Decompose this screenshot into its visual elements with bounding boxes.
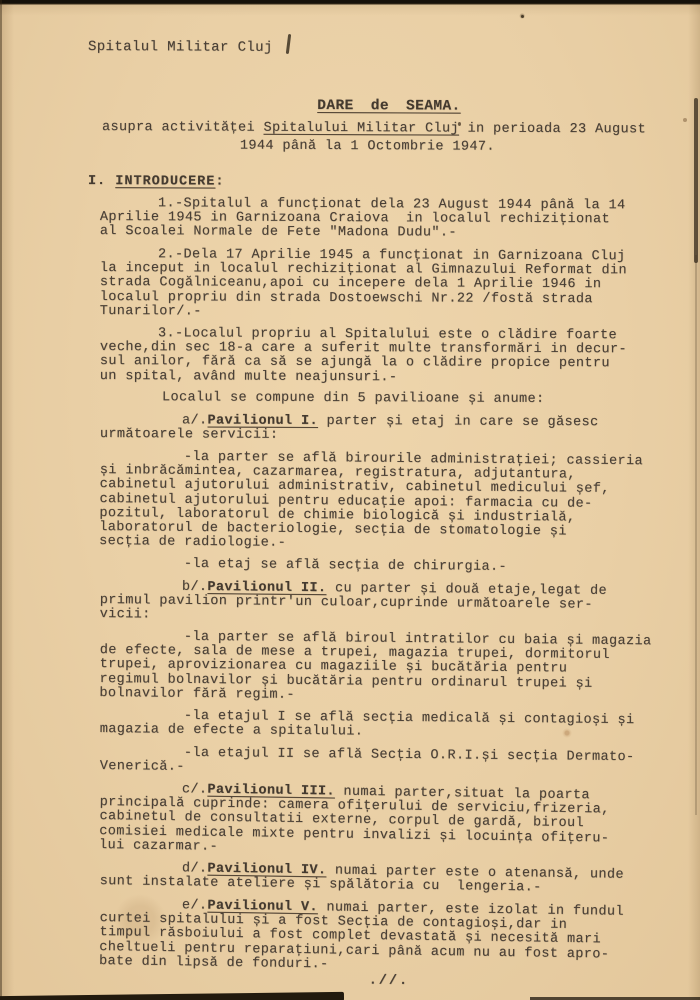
scan-edge-right-faint (695, 255, 697, 815)
section-title: INTRODUCERE (115, 173, 216, 190)
subtitle-text: asupra activităței (101, 120, 264, 137)
paragraph-pavilion-2-ground-floor: -la parter se află biroul intratilor cu baia și magazia de efecte, sala de mese a trupei, magazia trupei, dormitorul trupei, aprovizionarea cu magaziile și bucătăria pentru regimul bolnavilor și bucătăria pentru ordinarul trupei și bolnavilor fără regim.- (99, 630, 652, 703)
scan-edge-top (0, 0, 700, 5)
scan-edge-bottom (0, 992, 344, 1000)
paragraph-pavilion-1: a/.Pavilionul I. parter și etaj in care se găsesc următoarele servicii: (99, 413, 599, 443)
paragraph-3: 3.-Localul propriu al Spitalului este o clădire foarte veche,din sec 18-a care a suferit multe transformări in decur- sul anilor, fără ca să se ajungă la o clădire propice pentru un spital, având multe neajunsuri.- (99, 325, 628, 385)
subtitle-period: in perioada 23 August (458, 121, 647, 138)
section-heading-introducere (88, 175, 678, 192)
paragraph-pavilion-5: e/.Pavilionul V. numai parter, este izolat in fundul curtei spitalului și a fost Secția de contagioși,dar in timpul răsboiului a fost complet devastată și necesită mari cheltueli pentru reparațiuni,cari până acum nu au fost apro- bate din lipsă de fonduri.- (98, 897, 625, 972)
paragraph-pavilion-1-ground-floor: -la parter se află birourile administrației; cassieria și inbrăcămintea, cazarmarea, registratura, adjutantura, cabinetul ajutorului administrativ, cabinetul medicului șef, cabinetul ajutorului pentru educație apoi: farmacia cu de- pozitul, laboratorul de chimie biologică și industrială, laboratorul de bacteriologie, secția de stomatologie și secția de radiologie.- (99, 449, 644, 552)
ink-speck (521, 15, 524, 18)
subtitle-hospital-name: Spitalului Militar Cluj (263, 121, 460, 137)
document-content (87, 39, 678, 989)
section-colon: : (215, 174, 225, 190)
organization-name: Spitalul Militar Cluj (87, 39, 273, 56)
paragraph-pavilion-4: d/.Pavilionul IV. numai parter este o atenansă, unde sunt instalate ateliere și spălătoria cu lengeria.- (99, 861, 625, 896)
paper-stain (683, 118, 687, 122)
document-title (100, 98, 678, 115)
scan-edge-right (694, 98, 698, 263)
paragraph-pavilions-intro: Localul se compune din 5 pavilioane și anume: (161, 390, 545, 408)
paragraph-pavilion-1-upper-floor: -la etaj se află secția de chirurgia.- (183, 557, 508, 576)
paragraph-pavilion-2: b/.Pavilionul II. cu parter și două etaje,legat de primul pavilion printr'un culoar,cuprinde următoarele ser- vicii: (99, 579, 608, 623)
paragraph-pavilion-3: c/.Pavilionul III. numai parter,situat la poarta principală cuprinde: camera ofițerului de serviciu,frizeria, cabinetul de consultatii externe, corpul de gardă, biroul comisiei medicale mixte pentru invalizi și locuința ofițeru- lui cazarmar.- (98, 782, 610, 855)
paragraph-1: 1.-Spitalul a funcționat dela 23 August 1944 până la 14 Aprilie 1945 in Garnizoana Craiova in localul rechiziționat al Scoalei Normale de Fete "Madona Dudu".- (99, 196, 626, 241)
paragraph-pavilion-2-floor-2: -la etajul II se află Secția O.R.I.și secția Dermato- Venerică.- (99, 745, 635, 775)
scan-edge-left (0, 0, 2, 1000)
subtitle-line2: 1944 până la 1 Octombrie 1947. (239, 139, 495, 156)
section-number: I. (87, 173, 116, 189)
paragraph-2: 2.-Dela 17 Aprilie 1945 a funcționat in Garnizoana Cluj la inceput in localul rechiziționat al Gimnazului Reformat din strada Cogălniceanu,apoi cu incepere dela 1 Aprilie 1946 in localul propriu din strada Dostoewschi Nr.22 /fostă strada Tunarilor/.- (99, 246, 628, 319)
document-subtitle (102, 121, 678, 156)
document-title-text: DARE de SEAMA. (317, 98, 461, 115)
page-continuation-mark: .//. (368, 973, 410, 989)
paragraph-pavilion-2-floor-1: -la etajul I se află secția medicală și contagioși și magazia de efecte a spitalului. (99, 709, 635, 741)
